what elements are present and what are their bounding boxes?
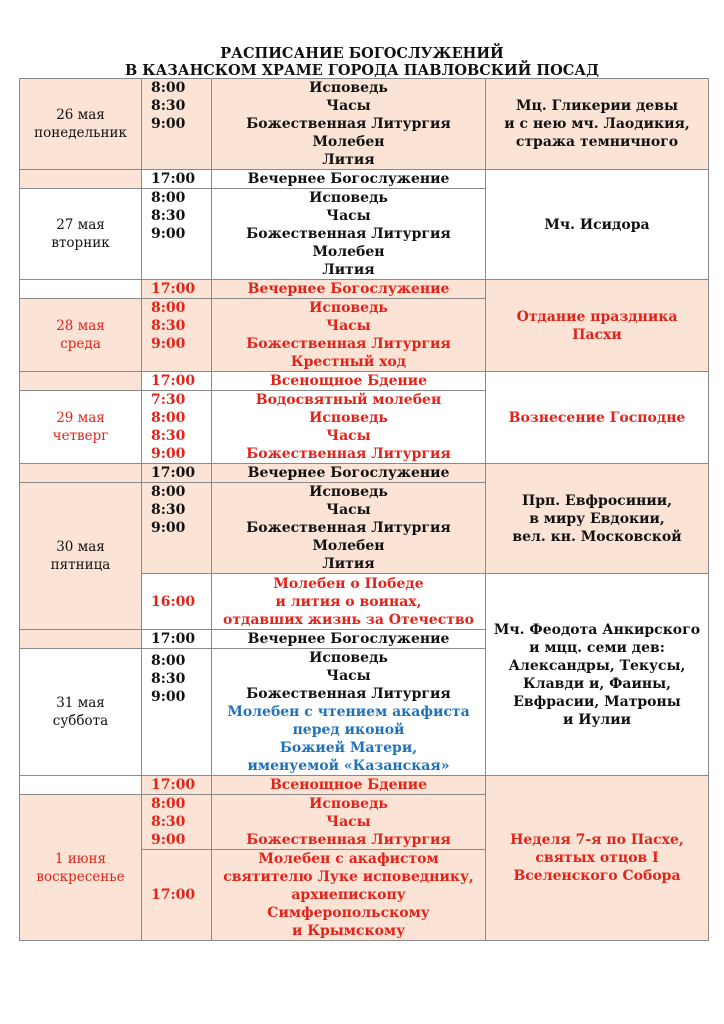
day-cell: 1 июня воскресенье bbox=[20, 795, 142, 941]
day-cell: 27 мая вторник bbox=[20, 189, 142, 280]
time-cell: 8:00 8:30 9:00 bbox=[142, 79, 212, 170]
service-cell: Исповедь Часы Божественная Литургия bbox=[212, 795, 486, 850]
time-cell: 17:00 bbox=[142, 850, 212, 941]
schedule-table bbox=[19, 78, 709, 941]
time-cell: 17:00 bbox=[142, 170, 212, 189]
time-cell: 8:00 8:30 9:00 bbox=[142, 795, 212, 850]
day-cell: 28 мая среда bbox=[20, 299, 142, 372]
day-cell: 31 мая суббота bbox=[20, 649, 142, 776]
service-cell: Исповедь Часы Божественная Литургия Крестный ход bbox=[212, 299, 486, 372]
time-cell: 8:00 8:30 9:00 bbox=[142, 189, 212, 280]
service-cell: Молебен с акафистом святителю Луке исповеднику, архиепископу Симферопольскому и Крымскому bbox=[212, 850, 486, 941]
time-cell: 8:00 8:30 9:00 bbox=[142, 299, 212, 372]
time-cell: 17:00 bbox=[142, 464, 212, 483]
saint-cell: Отдание праздника Пасхи bbox=[486, 280, 709, 372]
time-cell: 17:00 bbox=[142, 630, 212, 649]
time-cell: 8:00 8:30 9:00 bbox=[142, 649, 212, 776]
service-cell: Всенощное Бдение bbox=[212, 776, 486, 795]
time-cell: 17:00 bbox=[142, 372, 212, 391]
saint-cell: Мч. Феодота Анкирского и мцц. семи дев: Александры, Текусы, Клавди и, Фаины, Евфрасии, Матроны и Иулии bbox=[486, 574, 709, 776]
service-cell: Исповедь Часы Божественная Литургия Молебен Лития bbox=[212, 79, 486, 170]
day-cell-cont bbox=[20, 280, 142, 299]
saint-cell: Мч. Исидора bbox=[486, 170, 709, 280]
service-cell: Исповедь Часы Божественная Литургия Молебен с чтением акафиста перед иконой Божией Матери, именуемой «Казанская» bbox=[212, 649, 486, 776]
service-cell: Исповедь Часы Божественная Литургия Молебен Лития bbox=[212, 189, 486, 280]
day-cell-cont bbox=[20, 464, 142, 483]
page-title-line1: РАСПИСАНИЕ БОГОСЛУЖЕНИЙ bbox=[220, 45, 504, 62]
service-cell: Вечернее Богослужение bbox=[212, 170, 486, 189]
saint-cell: Прп. Евфросинии, в миру Евдокии, вел. кн. Московской bbox=[486, 464, 709, 574]
service-cell: Всенощное Бдение bbox=[212, 372, 486, 391]
time-cell: 7:30 8:00 8:30 9:00 bbox=[142, 391, 212, 464]
service-cell: Вечернее Богослужение bbox=[212, 280, 486, 299]
time-cell: 8:00 8:30 9:00 bbox=[142, 483, 212, 574]
service-cell: Вечернее Богослужение bbox=[212, 630, 486, 649]
service-cell: Водосвятный молебен Исповедь Часы Божественная Литургия bbox=[212, 391, 486, 464]
day-cell: 30 мая пятница bbox=[20, 483, 142, 630]
day-cell: 26 мая понедельник bbox=[20, 79, 142, 170]
day-cell-cont bbox=[20, 776, 142, 795]
day-cell-cont bbox=[20, 372, 142, 391]
time-cell: 17:00 bbox=[142, 280, 212, 299]
saint-cell: Вознесение Господне bbox=[486, 372, 709, 464]
day-cell-cont bbox=[20, 170, 142, 189]
saint-cell: Мц. Гликерии девы и с нею мч. Лаодикия, стража темничного bbox=[486, 79, 709, 170]
day-cell-cont bbox=[20, 630, 142, 649]
time-cell: 16:00 bbox=[142, 574, 212, 630]
service-cell: Молебен о Победе и лития о воинах, отдавших жизнь за Отечество bbox=[212, 574, 486, 630]
service-cell: Вечернее Богослужение bbox=[212, 464, 486, 483]
page-title-line2: В КАЗАНСКОМ ХРАМЕ ГОРОДА ПАВЛОВСКИЙ ПОСАД bbox=[125, 62, 599, 79]
time-cell: 17:00 bbox=[142, 776, 212, 795]
service-cell: Исповедь Часы Божественная Литургия Молебен Лития bbox=[212, 483, 486, 574]
day-cell: 29 мая четверг bbox=[20, 391, 142, 464]
saint-cell: Неделя 7-я по Пасхе, святых отцов I Вселенского Собора bbox=[486, 776, 709, 941]
